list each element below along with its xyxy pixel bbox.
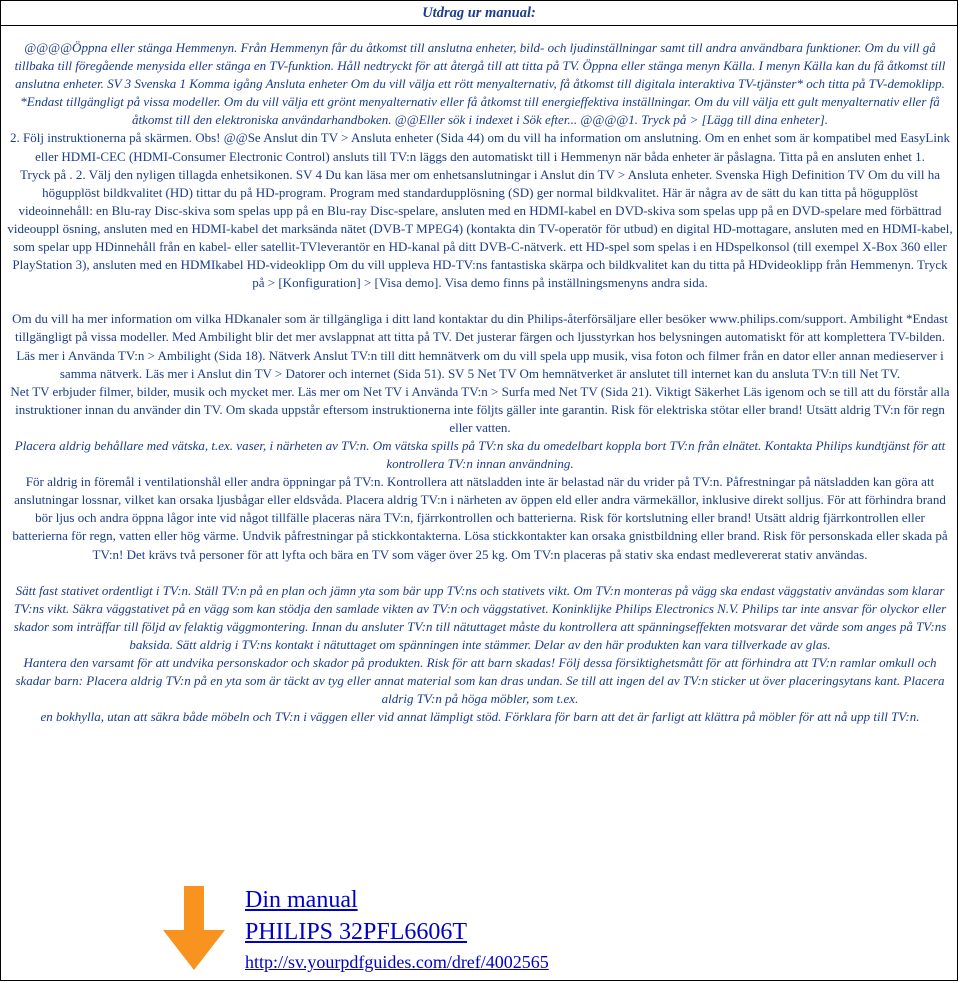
- paragraph: Hantera den varsamt för att undvika personskador och skador på produkten. Risk för att barn skadas! Följ dessa försiktighetsmått för att förhindra att TV:n ramlar omkull och skadar barn: Placera aldrig TV:n på en yta som är täckt av tyg eller annat material som kan dras undan. Se till att ingen del av TV:n sticker ut över placeringsytans kant. Placera aldrig TV:n på höga möbler, som t.ex.: [15, 655, 945, 707]
- download-arrow-icon: [157, 884, 231, 974]
- paragraph: @@@@Öppna eller stänga Hemmenyn. Från Hemmenyn får du åtkomst till anslutna enheter, bild- och ljudinställningar samt till andra användbara funktioner. Om du vill gå tillbaka till föregående menysida eller stänga en TV-funktion. Håll nedtryckt för att återgå till att titta på TV. Öppna eller stänga menyn Källa. I menyn Källa kan du få åtkomst till anslutna enheter. SV 3 Svenska 1 Komma igång Ansluta enheter Om du vill välja ett rött menyalternativ, få åtkomst till digitala interaktiva TV-tjänster* och titta på TV-demoklipp. *Endast tillgängligt på vissa modeller. Om du vill välja ett grönt menyalternativ eller få åtkomst till energieffektiva inställningar. Om du vill välja ett gult menyalternativ eller få åtkomst till den elektroniska användarhandboken. @@Eller sök i indexet i Sök efter... @@@@1. Tryck på > [Lägg till dina enheter].: [14, 40, 946, 128]
- manual-link[interactable]: Din manual: [245, 887, 358, 913]
- manual-excerpt-body: [7, 39, 953, 726]
- paragraph: För aldrig in föremål i ventilationshål eller andra öppningar på TV:n. Kontrollera att nätsladden inte är belastad när du vrider på TV:n. Påfrestningar på nätsladden kan göra att anslutningar lossnar, vilket kan orsaka ljusbågar eller eldsvåda. Placera aldrig TV:n i närheten av öppen eld eller andra värmekällor, inklusive direkt solljus. För att förhindra brand bör ljus och andra öppna lågor inte vid något tillfälle placeras nära TV:n, fjärrkontrollen och batterierna. Risk för kortslutning eller brand! Utsätt aldrig fjärrkontrollen eller batterierna för regn, vatten eller hög värme. Undvik påfrestningar på stickkontakterna. Lösa stickkontakter kan orsaka gnistbildning eller brand. Risk för personskada eller skada på TV:n! Det krävs två personer för att lyfta och bära en TV som väger över 25 kg. Om TV:n placeras på stativ ska endast medlevererat stativ användas.: [12, 474, 948, 562]
- product-link[interactable]: PHILIPS 32PFL6606T: [245, 919, 468, 945]
- paragraph: Net TV erbjuder filmer, bilder, musik och mycket mer. Läs mer om Net TV i Använda TV:n > Surfa med Net TV (Sida 21). Viktigt Säkerhet Läs igenom och se till att du förstår alla instruktioner innan du använder din TV. Om skada uppstår eftersom instruktionerna inte följts gäller inte garantin. Risk för elektriska stötar eller brand! Utsätt aldrig TV:n för regn eller vatten.: [10, 383, 950, 435]
- paragraph: 2. Följ instruktionerna på skärmen. Obs! @@Se Anslut din TV > Ansluta enheter (Sida 44) om du vill ha information om anslutning. Om en enhet som är kompatibel med EasyLink eller HDMI-CEC (HDMI-Consumer Electronic Control) ansluts till TV:n läggs den automatiskt till i Hemmenyn när båda enheter är påslagna. Titta på en ansluten enhet 1.: [10, 130, 950, 164]
- paragraph: en bokhylla, utan att säkra både möbeln och TV:n i väggen eller vid annat lämpligt stöd. Förklara för barn att det är farligt att klättra på möbler för att nå upp till TV:n.: [40, 709, 920, 725]
- footer: [1, 881, 957, 980]
- paragraph: Tryck på . 2. Välj den nyligen tillagda enhetsikonen. SV 4 Du kan läsa mer om enhetsanslutningar i Anslut din TV > Ansluta enheter. Svenska High Definition TV Om du vill ha högupplöst bildkvalitet (HD) tittar du på HD-program. Program med standardupplösning (SD) ger normal bildkvalitet. Här är några av de sätt du kan titta på högupplöst videoinnehåll: en Blu-ray Disc-skiva som spelas upp på en Blu-ray Disc-spelare, ansluten med en HDMI-kabel en DVD-skiva som spelas upp på en DVD-spelare med förbättrad videouppl ösning, ansluten med en HDMI-kabel det marksända nätet (DVB-T MPEG4) (kontakta din TV-operatör för utbud) en digital HD-mottagare, ansluten med en HDMI-kabel, som spelar upp HDinnehåll från en kabel- eller satellit-TVleverantör en HD-kanal på ditt DVB-C-nätverk. ett HD-spel som spelas i en HDspelkonsol (till exempel X-Box 360 eller PlayStation 3), ansluten med en HDMIkabel HD-videoklipp Om du vill uppleva HD-TV:ns fantastiska skärpa och bildkvalitet kan du titta på HDvideoklipp från Hemmenyn. Tryck på > [Konfiguration] > [Visa demo]. Visa demo finns på inställningsmenyns andra sida.: [7, 166, 953, 291]
- paragraph: Placera aldrig behållare med vätska, t.ex. vaser, i närheten av TV:n. Om vätska spills på TV:n ska du omedelbart koppla bort TV:n från elnätet. Kontakta Philips kundtjänst för att kontrollera TV:n innan användning.: [14, 437, 946, 472]
- paragraph: Om du vill ha mer information om vilka HDkanaler som är tillgängliga i ditt land kontaktar du din Philips-återförsäljare eller besöker www.philips.com/support. Ambilight *Endast tillgängligt på vissa modeller. Med Ambilight blir det mer avslappnat att titta på TV. Det justerar färgen och ljusstyrkan hos belysningen automatiskt för att komplettera TV-bilden. Läs mer i Använda TV:n > Ambilight (Sida 18). Nätverk Anslut TV:n till ditt hemnätverk om du vill spela upp musik, visa foton och filmer från en dator eller annan medieserver i samma nätverk. Läs mer i Anslut din TV > Datorer och internet (Sida 51). SV 5 Net TV Om hemnätverket är anslutet till internet kan du ansluta TV:n till Net TV.: [12, 311, 948, 381]
- url-link[interactable]: http://sv.yourpdfguides.com/dref/4002565: [245, 952, 549, 972]
- page-header: Utdrag ur manual:: [1, 1, 957, 26]
- paragraph: Sätt fast stativet ordentligt i TV:n. Ställ TV:n på en plan och jämn yta som bär upp TV:ns och stativets vikt. Om TV:n monteras på vägg ska endast väggstativ användas som klarar TV:ns vikt. Säkra väggstativet på en vägg som kan stödja den samlade vikten av TV:n och väggstativet. Koninklijke Philips Electronics N.V. Philips tar inte ansvar för olyckor eller skador som inträffar till följd av felaktig väggmontering. Innan du ansluter TV:n till nätuttaget måste du kontrollera att spänningseffekten motsvarar det värde som anges på TV:ns baksida. Sätt aldrig i TV:ns kontakt i nätuttaget om spänningen inte stämmer. Delar av den här produkten kan vara tillverkade av glas.: [13, 582, 947, 652]
- footer-links: [245, 885, 549, 974]
